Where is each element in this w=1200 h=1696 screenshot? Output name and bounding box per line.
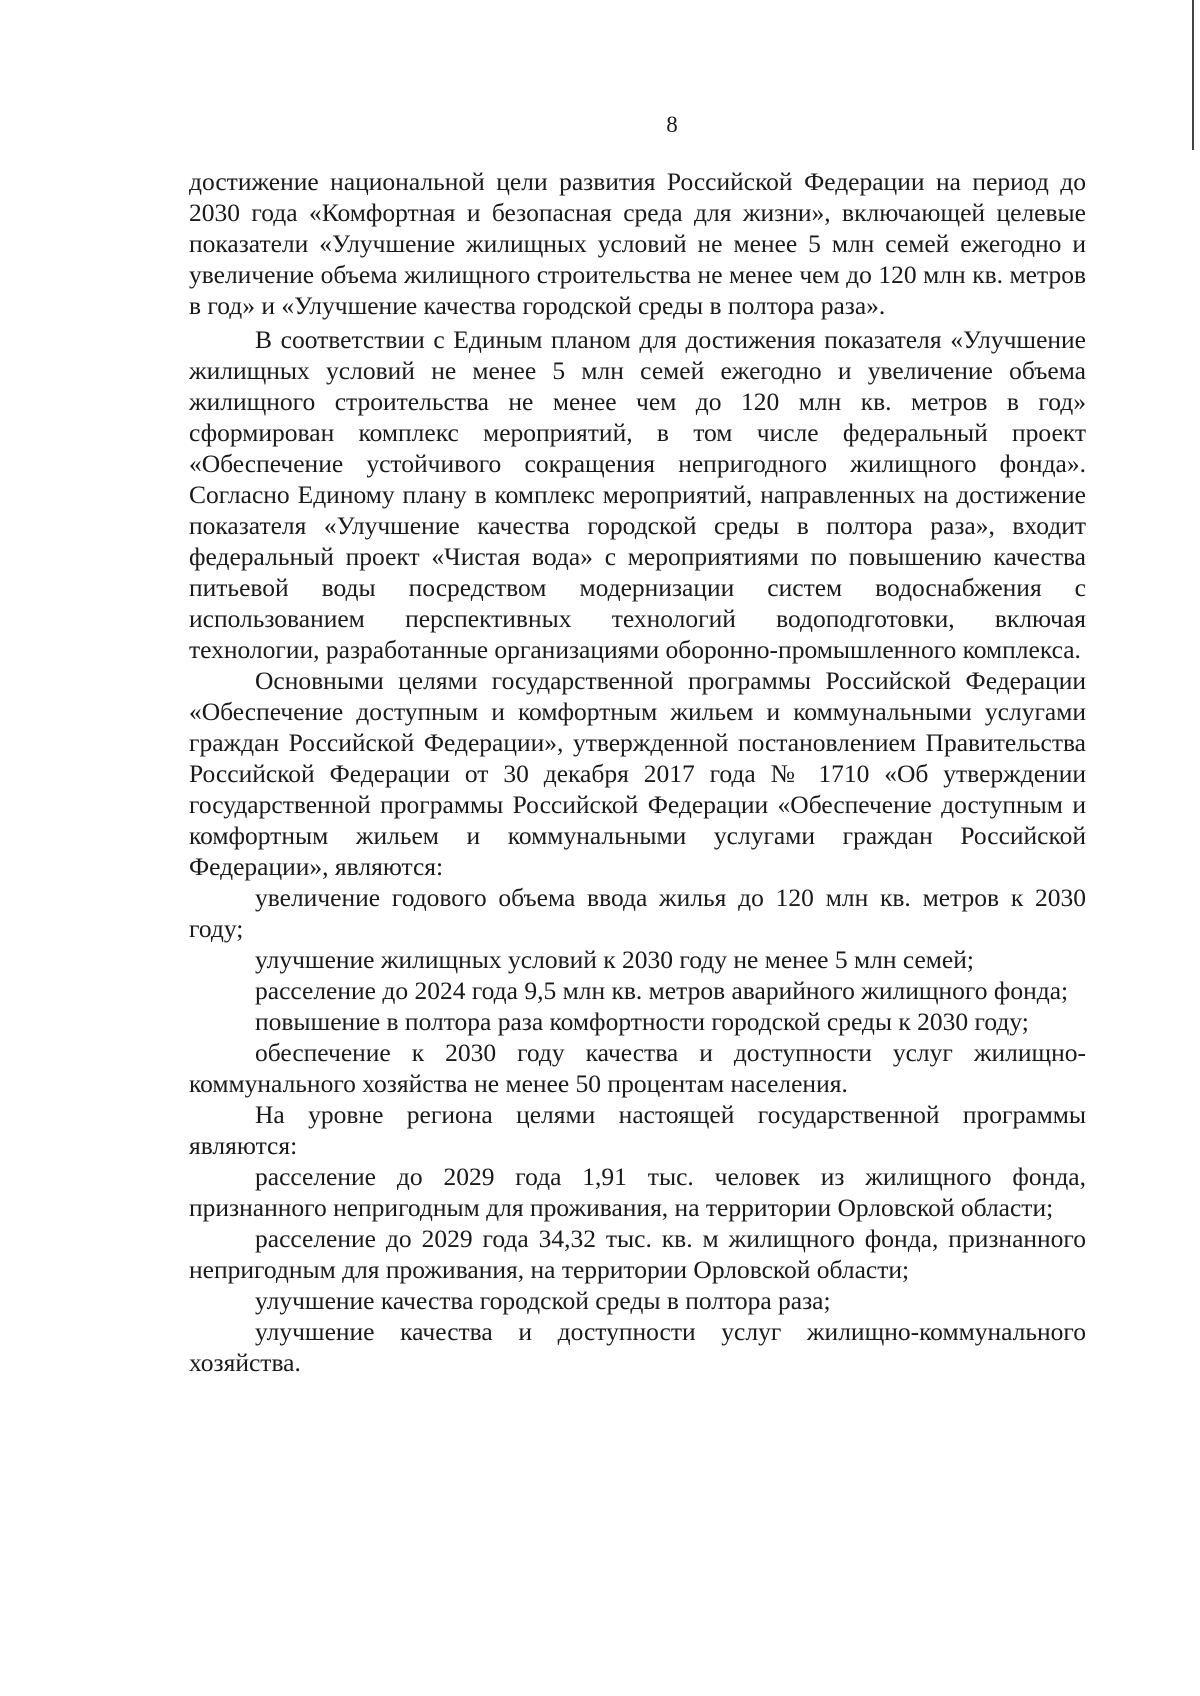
document-body (189, 166, 1086, 1378)
regional-goal-item-2: расселение до 2029 года 34,32 тыс. кв. м жилищного фонда, признанного непригодным для проживания, на территории Орловской области; (189, 1224, 1086, 1284)
goal-item-5: обеспечение к 2030 году качества и доступности услуг жилищно-коммунального хозяйства не менее 50 процентам населения. (189, 1038, 1086, 1098)
goal-item-4: повышение в полтора раза комфортности городской среды к 2030 году; (255, 1007, 1029, 1036)
regional-goal-item-1: расселение до 2029 года 1,91 тыс. человек из жилищного фонда, признанного непригодным для проживания, на территории Орловской области; (189, 1162, 1086, 1222)
paragraph-2: В соответствии с Единым планом для достижения показателя «Улучшение жилищных условий не менее 5 млн семей ежегодно и увеличение объема жилищного строительства не менее чем до 120 млн кв. метров в год» сформирован комплекс мероприятий, в том числе федеральный проект «Обеспечение устойчивого сокращения непригодного жилищного фонда». Согласно Единому плану в комплекс мероприятий, направленных на достижение показателя «Улучшение качества городской среды в полтора раза», входит федеральный проект «Чистая вода» с мероприятиями по повышению качества питьевой воды посредством модернизации систем водоснабжения с использованием перспективных технологий водоподготовки, включая технологии, разработанные организациями оборонно-промышленного комплекса. (189, 325, 1086, 664)
goal-item-2: улучшение жилищных условий к 2030 году не менее 5 млн семей; (255, 945, 974, 974)
page-number: 8 (666, 112, 678, 137)
goal-item-3: расселение до 2024 года 9,5 млн кв. метров аварийного жилищного фонда; (255, 976, 1069, 1005)
regional-goal-item-4: улучшение качества и доступности услуг жилищно-коммунального хозяйства. (189, 1317, 1086, 1377)
goal-item-1: увеличение годового объема ввода жилья до 120 млн кв. метров к 2030 году; (189, 883, 1086, 943)
paragraph-1: достижение национальной цели развития Российской Федерации на период до 2030 года «Комфортная и безопасная среда для жизни», включающей целевые показатели «Улучшение жилищных условий не менее 5 млн семей ежегодно и увеличение объема жилищного строительства не менее чем до 120 млн кв. метров в год» и «Улучшение качества городской среды в полтора раза». (189, 167, 1086, 320)
paragraph-regional-goals: На уровне региона целями настоящей государственной программы являются: (189, 1100, 1086, 1160)
paragraph-3: Основными целями государственной программы Российской Федерации «Обеспечение доступным и комфортным жильем и коммунальными услугами граждан Российской Федерации», утвержденной постановлением Правительства Российской Федерации от 30 декабря 2017 года № 1710 «Об утверждении государственной программы Российской Федерации «Обеспечение доступным и комфортным жильем и коммунальными услугами граждан Российской Федерации», являются: (189, 666, 1086, 881)
regional-goal-item-3: улучшение качества городской среды в полтора раза; (255, 1286, 831, 1315)
